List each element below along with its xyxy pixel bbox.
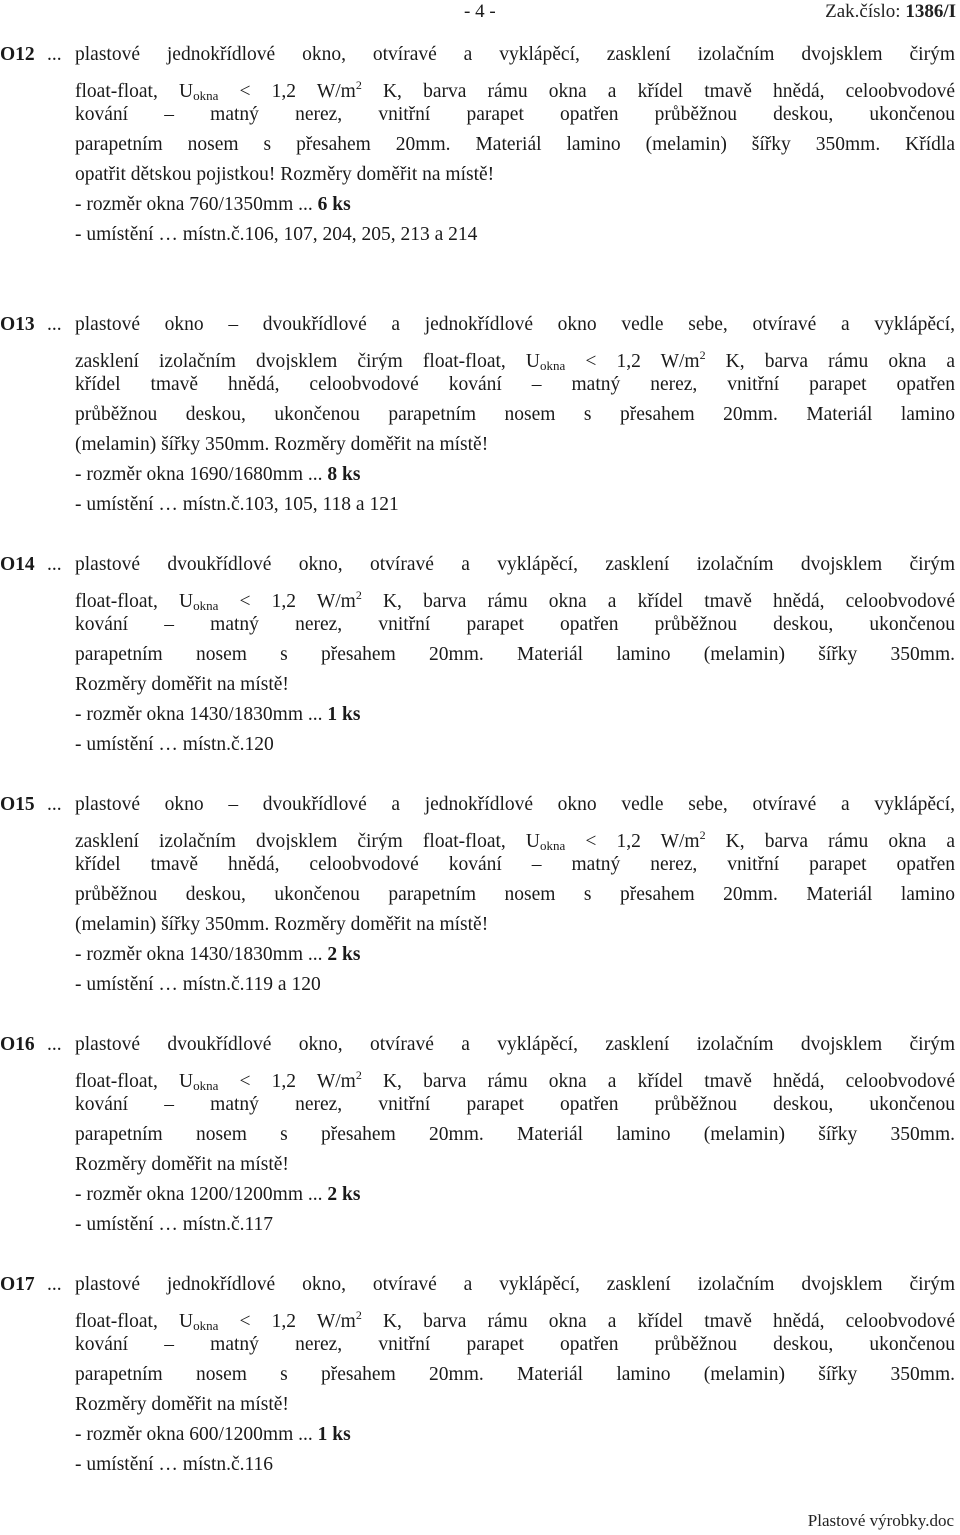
item-description xyxy=(75,790,955,1000)
description-line: plastové jednokřídlové okno, otvíravé a vyklápěcí, zasklení izolačním dvojsklem čirým xyxy=(75,1274,955,1295)
room-location: - umístění … místn.č.103, 105, 118 a 121 xyxy=(75,494,399,515)
u-subscript: okna xyxy=(539,838,566,850)
line-text: < 1,2 W/m xyxy=(218,1071,356,1090)
description-line: plastové dvoukřídlové okno, otvíravé a vyklápěcí, zasklení izolačním dvojsklem čirým xyxy=(75,554,955,575)
description-line: (melamin) šířky 350mm. Rozměry doměřit na místě! xyxy=(75,434,489,455)
u-subscript: okna xyxy=(193,598,219,610)
description-line: Rozměry doměřit na místě! xyxy=(75,1394,289,1415)
line-text: < 1,2 W/m xyxy=(565,351,700,370)
item-ellipsis: ... xyxy=(47,554,62,575)
footer-filename: Plastové výrobky.doc xyxy=(807,1511,954,1530)
window-size: - rozměr okna 1200/1200mm ... xyxy=(75,1184,323,1205)
window-quantity: 8 ks xyxy=(327,464,361,485)
description-line: průběžnou deskou, ukončenou parapetním nosem s přesahem 20mm. Materiál lamino xyxy=(75,884,955,905)
u-subscript: okna xyxy=(193,1078,219,1090)
window-quantity: 2 ks xyxy=(327,1184,361,1205)
item-code: O14 xyxy=(0,554,35,575)
item-ellipsis: ... xyxy=(47,314,62,335)
item-description xyxy=(75,1030,955,1240)
description-line xyxy=(75,70,955,100)
u-subscript: okna xyxy=(193,88,219,100)
contract-number-label: Zak.číslo: xyxy=(825,1,901,22)
item-description xyxy=(75,1270,955,1480)
description-line: Rozměry doměřit na místě! xyxy=(75,1154,289,1175)
window-size-line xyxy=(75,190,955,220)
description-line: plastové dvoukřídlové okno, otvíravé a vyklápěcí, zasklení izolačním dvojsklem čirým xyxy=(75,1034,955,1055)
room-location: - umístění … místn.č.119 a 120 xyxy=(75,974,321,995)
window-size: - rozměr okna 600/1200mm ... xyxy=(75,1424,313,1445)
item-code: O16 xyxy=(0,1034,35,1055)
window-quantity: 2 ks xyxy=(327,944,361,965)
description-line: průběžnou deskou, ukončenou parapetním nosem s přesahem 20mm. Materiál lamino xyxy=(75,404,955,425)
line-text: float-float, U xyxy=(75,1071,194,1090)
description-line: (melamin) šířky 350mm. Rozměry doměřit na místě! xyxy=(75,914,489,935)
room-location: - umístění … místn.č.116 xyxy=(75,1454,274,1475)
description-line: Rozměry doměřit na místě! xyxy=(75,674,289,695)
m2-superscript: 2 xyxy=(355,588,362,602)
description-line xyxy=(75,340,955,370)
window-quantity: 6 ks xyxy=(317,194,351,215)
m2-superscript: 2 xyxy=(355,78,362,92)
item-ellipsis: ... xyxy=(47,44,62,65)
window-size: - rozměr okna 760/1350mm ... xyxy=(75,194,313,215)
item-code: O17 xyxy=(0,1274,35,1295)
description-line: parapetním nosem s přesahem 20mm. Materiál lamino (melamin) šířky 350mm. xyxy=(75,644,955,665)
item-ellipsis: ... xyxy=(47,1034,62,1055)
line-text: < 1,2 W/m xyxy=(218,591,356,610)
u-subscript: okna xyxy=(193,1318,219,1330)
line-text: < 1,2 W/m xyxy=(218,1311,356,1330)
m2-superscript: 2 xyxy=(699,828,706,842)
window-size: - rozměr okna 1690/1680mm ... xyxy=(75,464,323,485)
page-number: - 4 - xyxy=(464,1,496,22)
item-description xyxy=(75,550,955,760)
line-text: K, barva rámu okna a křídel tmavě hnědá, celoobvodové xyxy=(361,1311,955,1330)
description-line: kování – matný nerez, vnitřní parapet opatřen průběžnou deskou, ukončenou xyxy=(75,1094,955,1115)
window-size: - rozměr okna 1430/1830mm ... xyxy=(75,944,323,965)
description-line: parapetním nosem s přesahem 20mm. Materiál lamino (melamin) šířky 350mm. xyxy=(75,1364,955,1385)
item-description xyxy=(75,310,955,520)
line-text: K, barva rámu okna a křídel tmavě hnědá, celoobvodové xyxy=(361,81,955,100)
room-location: - umístění … místn.č.106, 107, 204, 205, 213 a 214 xyxy=(75,224,478,245)
description-line: opatřit dětskou pojistkou! Rozměry doměřit na místě! xyxy=(75,164,495,185)
line-text: K, barva rámu okna a křídel tmavě hnědá, celoobvodové xyxy=(361,1071,955,1090)
item-code: O15 xyxy=(0,794,35,815)
window-quantity: 1 ks xyxy=(317,1424,351,1445)
line-text: < 1,2 W/m xyxy=(218,81,356,100)
description-line: parapetním nosem s přesahem 20mm. Materiál lamino (melamin) šířky 350mm. xyxy=(75,1124,955,1145)
line-text: < 1,2 W/m xyxy=(565,831,700,850)
item-code: O13 xyxy=(0,314,35,335)
description-line xyxy=(75,580,955,610)
description-line: křídel tmavě hnědá, celoobvodové kování – matný nerez, vnitřní parapet opatřen xyxy=(75,374,955,395)
contract-number xyxy=(825,1,956,23)
description-line: křídel tmavě hnědá, celoobvodové kování – matný nerez, vnitřní parapet opatřen xyxy=(75,854,955,875)
window-size-line xyxy=(75,940,955,970)
line-text: zasklení izolačním dvojsklem čirým float-float, U xyxy=(75,831,540,850)
line-text: K, barva rámu okna a xyxy=(705,351,955,370)
item-code: O12 xyxy=(0,44,35,65)
description-line: kování – matný nerez, vnitřní parapet opatřen průběžnou deskou, ukončenou xyxy=(75,104,955,125)
description-line: kování – matný nerez, vnitřní parapet opatřen průběžnou deskou, ukončenou xyxy=(75,614,955,635)
description-line: plastové okno – dvoukřídlové a jednokřídlové okno vedle sebe, otvíravé a vyklápěcí, xyxy=(75,794,955,815)
line-text: float-float, U xyxy=(75,1311,194,1330)
window-size-line xyxy=(75,700,955,730)
description-line xyxy=(75,820,955,850)
description-line: parapetním nosem s přesahem 20mm. Materiál lamino (melamin) šířky 350mm. Křídla xyxy=(75,134,955,155)
description-line xyxy=(75,1060,955,1090)
room-location: - umístění … místn.č.117 xyxy=(75,1214,274,1235)
window-size: - rozměr okna 1430/1830mm ... xyxy=(75,704,323,725)
m2-superscript: 2 xyxy=(355,1308,362,1322)
u-subscript: okna xyxy=(539,358,566,370)
window-size-line xyxy=(75,460,955,490)
item-description xyxy=(75,40,955,250)
description-line xyxy=(75,1300,955,1330)
m2-superscript: 2 xyxy=(355,1068,362,1082)
description-line: plastové okno – dvoukřídlové a jednokřídlové okno vedle sebe, otvíravé a vyklápěcí, xyxy=(75,314,955,335)
window-size-line xyxy=(75,1420,955,1450)
window-size-line xyxy=(75,1180,955,1210)
window-quantity: 1 ks xyxy=(327,704,361,725)
m2-superscript: 2 xyxy=(699,348,706,362)
line-text: K, barva rámu okna a xyxy=(705,831,955,850)
item-ellipsis: ... xyxy=(47,1274,62,1295)
room-location: - umístění … místn.č.120 xyxy=(75,734,274,755)
line-text: zasklení izolačním dvojsklem čirým float-float, U xyxy=(75,351,540,370)
description-line: kování – matný nerez, vnitřní parapet opatřen průběžnou deskou, ukončenou xyxy=(75,1334,955,1355)
description-line: plastové jednokřídlové okno, otvíravé a vyklápěcí, zasklení izolačním dvojsklem čirým xyxy=(75,44,955,65)
line-text: float-float, U xyxy=(75,591,194,610)
contract-number-value: 1386/I xyxy=(905,1,956,22)
line-text: float-float, U xyxy=(75,81,194,100)
line-text: K, barva rámu okna a křídel tmavě hnědá, celoobvodové xyxy=(361,591,955,610)
item-ellipsis: ... xyxy=(47,794,62,815)
